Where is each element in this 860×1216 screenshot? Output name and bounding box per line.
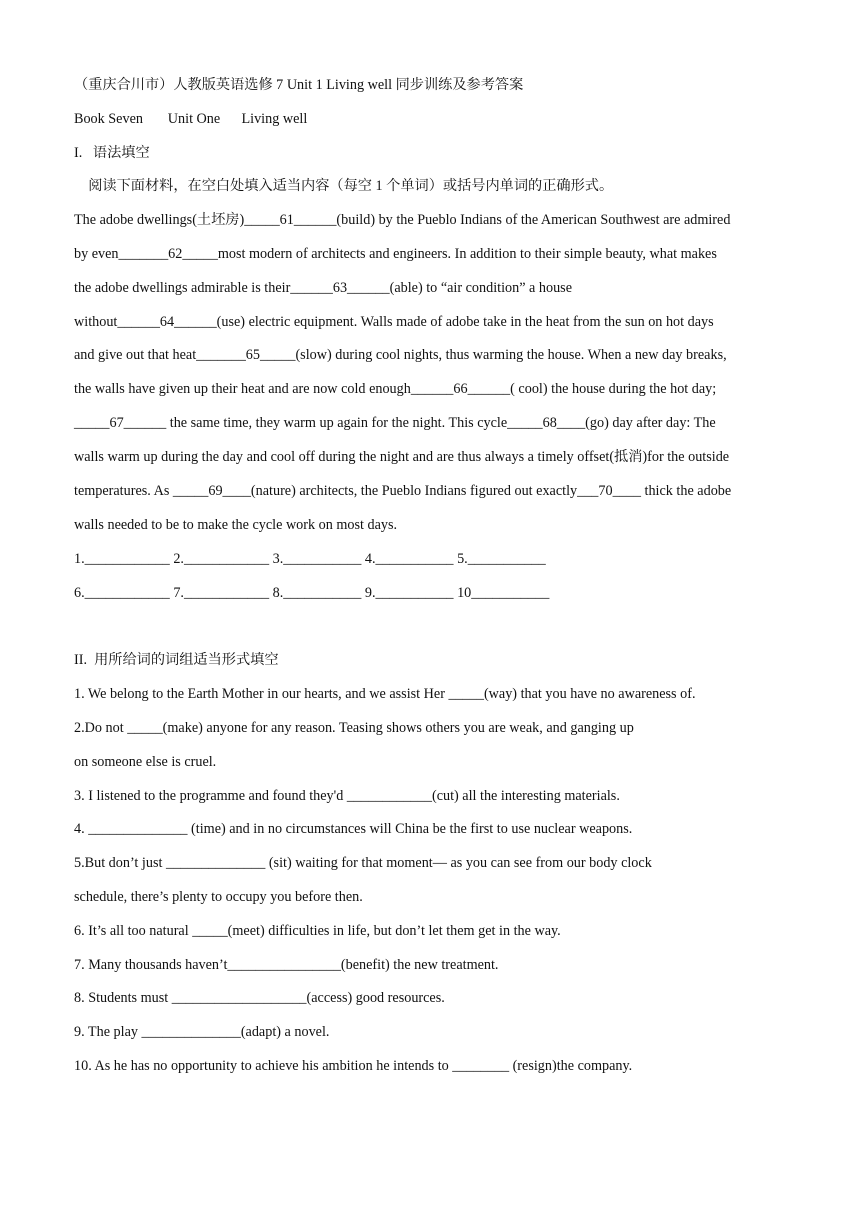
passage-line: the walls have given up their heat and are now cold enough______66______( cool) the house during the hot day;	[74, 381, 717, 397]
exercise-item: schedule, there’s plenty to occupy you before then.	[74, 889, 363, 905]
exercise-item: 2.Do not _____(make) anyone for any reason. Teasing shows others you are weak, and ganging up	[74, 720, 634, 736]
exercise-item: 6. It’s all too natural _____(meet) difficulties in life, but don’t let them get in the way.	[74, 923, 561, 939]
passage-line: walls needed to be to make the cycle work on most days.	[74, 517, 398, 533]
book-unit-subtitle: Book Seven Unit One Living well	[74, 111, 308, 127]
exercise-item: 5.But don’t just ______________ (sit) waiting for that moment— as you can see from our body clock	[74, 855, 652, 871]
exercise-item: 4. ______________ (time) and in no circumstances will China be the first to use nuclear weapons.	[74, 821, 633, 837]
exercise-item: 3. I listened to the programme and found they'd ____________(cut) all the interesting materials.	[74, 788, 620, 804]
answer-row: 1.____________ 2.____________ 3.___________ 4.___________ 5.___________	[74, 551, 546, 567]
passage-line: walls warm up during the day and cool off during the night and are thus always a timely offset(抵消)for the outside	[74, 449, 730, 465]
passage-line: and give out that heat_______65_____(slow) during cool nights, thus warming the house. When a new day breaks,	[74, 347, 727, 363]
exercise-item: 1. We belong to the Earth Mother in our hearts, and we assist Her _____(way) that you have no awareness of.	[74, 686, 696, 702]
section-1-instruction: 阅读下面材料，在空白处填入适当内容（每空 1 个单词）或括号内单词的正确形式。	[74, 178, 614, 194]
passage-line: The adobe dwellings(土坯房)_____61______(build) by the Pueblo Indians of the American Southwest are admired	[74, 212, 731, 228]
section-1-heading: I. 语法填空	[74, 145, 150, 161]
answer-row: 6.____________ 7.____________ 8.___________ 9.___________ 10___________	[74, 585, 550, 601]
section-2-heading: II. 用所给词的词组适当形式填空	[74, 652, 279, 668]
exercise-item: 10. As he has no opportunity to achieve his ambition he intends to ________ (resign)the company.	[74, 1058, 633, 1074]
passage-line: _____67______ the same time, they warm up again for the night. This cycle_____68____(go) day after day: The	[74, 415, 716, 431]
exercise-item: on someone else is cruel.	[74, 754, 217, 770]
exercise-item: 9. The play ______________(adapt) a novel.	[74, 1024, 330, 1040]
passage-line: without______64______(use) electric equipment. Walls made of adobe take in the heat from the sun on hot days	[74, 314, 714, 330]
document-title: （重庆合川市）人教版英语选修 7 Unit 1 Living well 同步训练及参考答案	[74, 77, 524, 93]
passage-line: temperatures. As _____69____(nature) architects, the Pueblo Indians figured out exactly___70____ thick the adobe	[74, 483, 732, 499]
exercise-item: 7. Many thousands haven’t________________(benefit) the new treatment.	[74, 957, 499, 973]
exercise-item: 8. Students must ___________________(access) good resources.	[74, 990, 445, 1006]
passage-line: by even_______62_____most modern of architects and engineers. In addition to their simple beauty, what makes	[74, 246, 717, 262]
passage-line: the adobe dwellings admirable is their______63______(able) to “air condition” a house	[74, 280, 573, 296]
